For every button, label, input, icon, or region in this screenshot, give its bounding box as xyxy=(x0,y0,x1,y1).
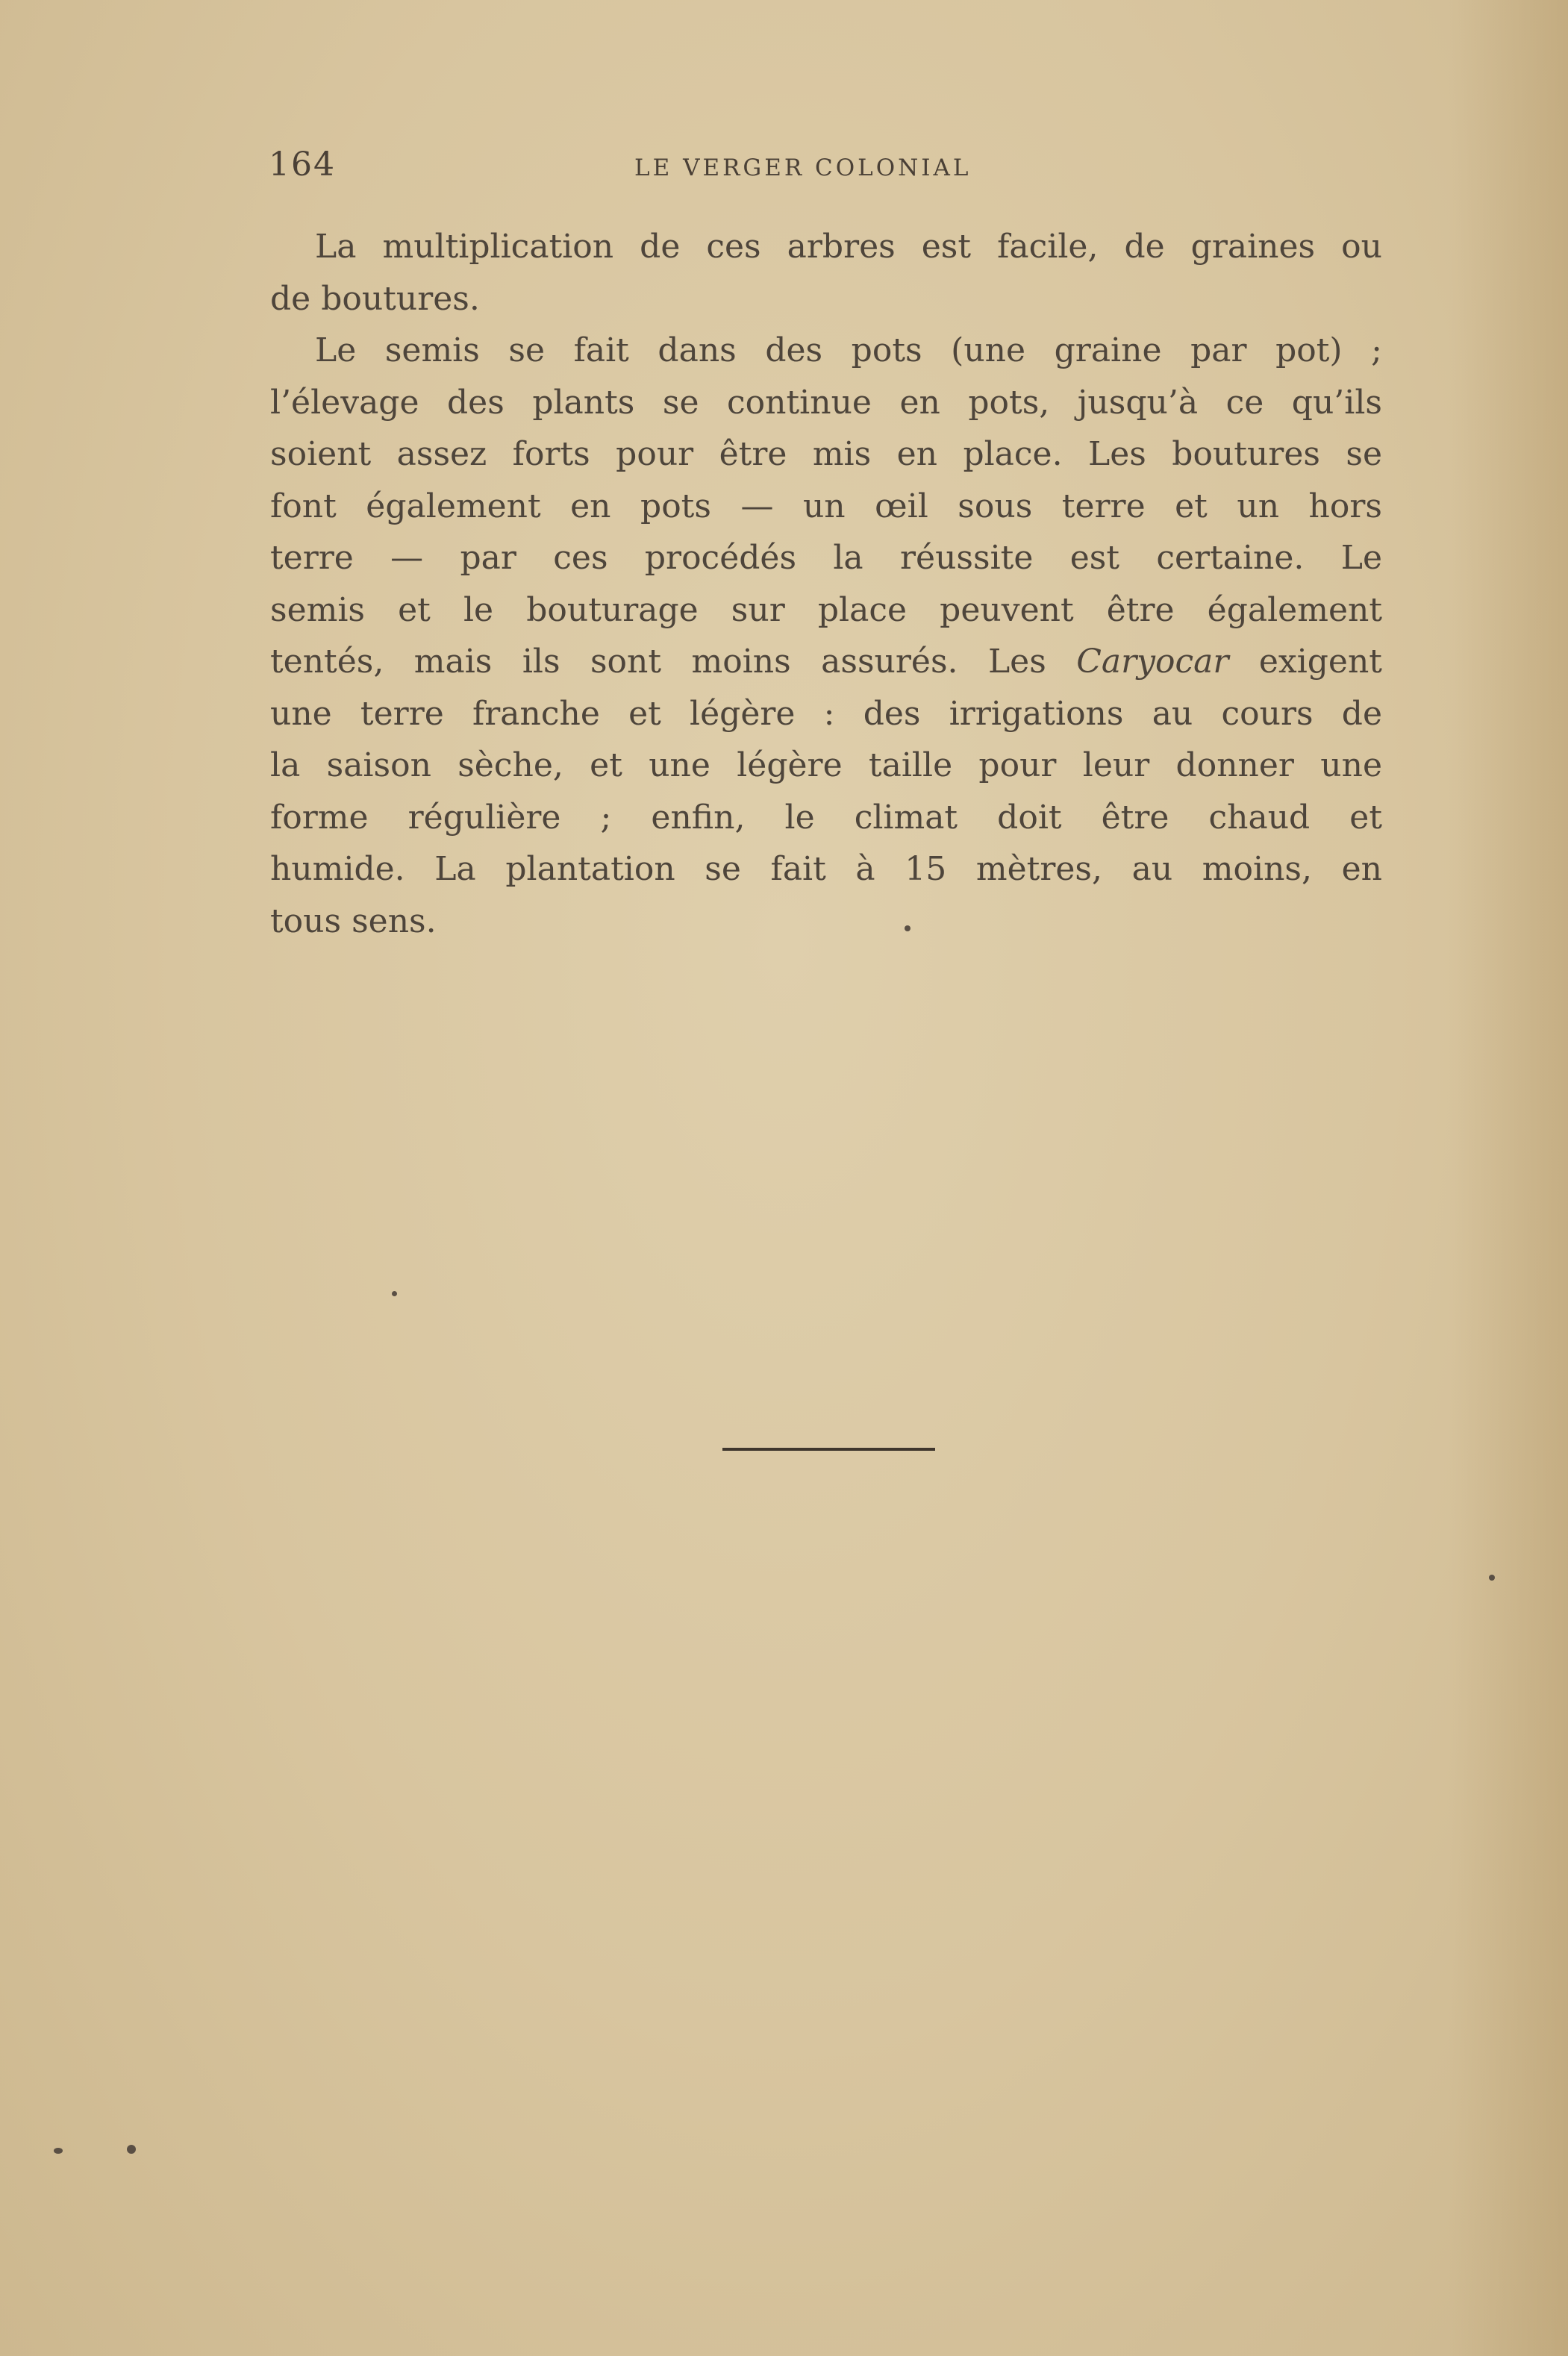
paper-speck xyxy=(127,2145,136,2154)
paper-speck xyxy=(54,2148,63,2154)
paragraph-2-line-12: tous sens. xyxy=(270,902,437,940)
paragraph-2-line-7 xyxy=(270,636,1382,688)
body-text xyxy=(270,221,1382,947)
section-end-rule xyxy=(722,1448,935,1451)
paragraph-2-line-5: terre — par ces procédés la réussite est certaine. Le xyxy=(270,539,1382,577)
running-title: LE VERGER COLONIAL xyxy=(634,154,972,181)
paragraph-2-line-1: Le semis se fait dans des pots (une graine par pot) ; xyxy=(315,331,1382,369)
page-header xyxy=(269,146,1388,190)
paragraph-1-line-2: de boutures. xyxy=(270,279,480,318)
paragraph-2-line-3: soient assez forts pour être mis en place. Les boutures se xyxy=(270,435,1382,473)
paragraph-2-line-2: l’élevage des plants se continue en pots, jusqu’à ce qu’ils xyxy=(270,383,1382,422)
paragraph-2-line-6: semis et le bouturage sur place peuvent être également xyxy=(270,590,1382,629)
paper-speck xyxy=(392,1291,397,1296)
line-7-text-before: tentés, mais ils sont moins assurés. Les xyxy=(270,643,1077,681)
paragraph-2-line-9: la saison sèche, et une légère taille pour leur donner une xyxy=(270,746,1382,784)
paragraph-2-line-8: une terre franche et légère : des irrigations au cours de xyxy=(270,694,1382,733)
page-number: 164 xyxy=(269,146,336,184)
paper-speck xyxy=(1489,1575,1495,1581)
caryocar-italic: Caryocar xyxy=(1076,643,1229,681)
paragraph-2-line-10: forme régulière ; enfin, le climat doit être chaud et xyxy=(270,798,1382,837)
paragraph-2-line-4: font également en pots — un œil sous terre et un hors xyxy=(270,487,1382,525)
page-edge-shading xyxy=(1449,0,1568,2356)
line-7-text-after: exigent xyxy=(1228,643,1382,681)
paragraph-2-line-11: humide. La plantation se fait à 15 mètres, au moins, en xyxy=(270,850,1382,888)
paragraph-1-line-1: La multiplication de ces arbres est facile, de graines ou xyxy=(315,228,1382,266)
paper-speck xyxy=(905,925,910,931)
